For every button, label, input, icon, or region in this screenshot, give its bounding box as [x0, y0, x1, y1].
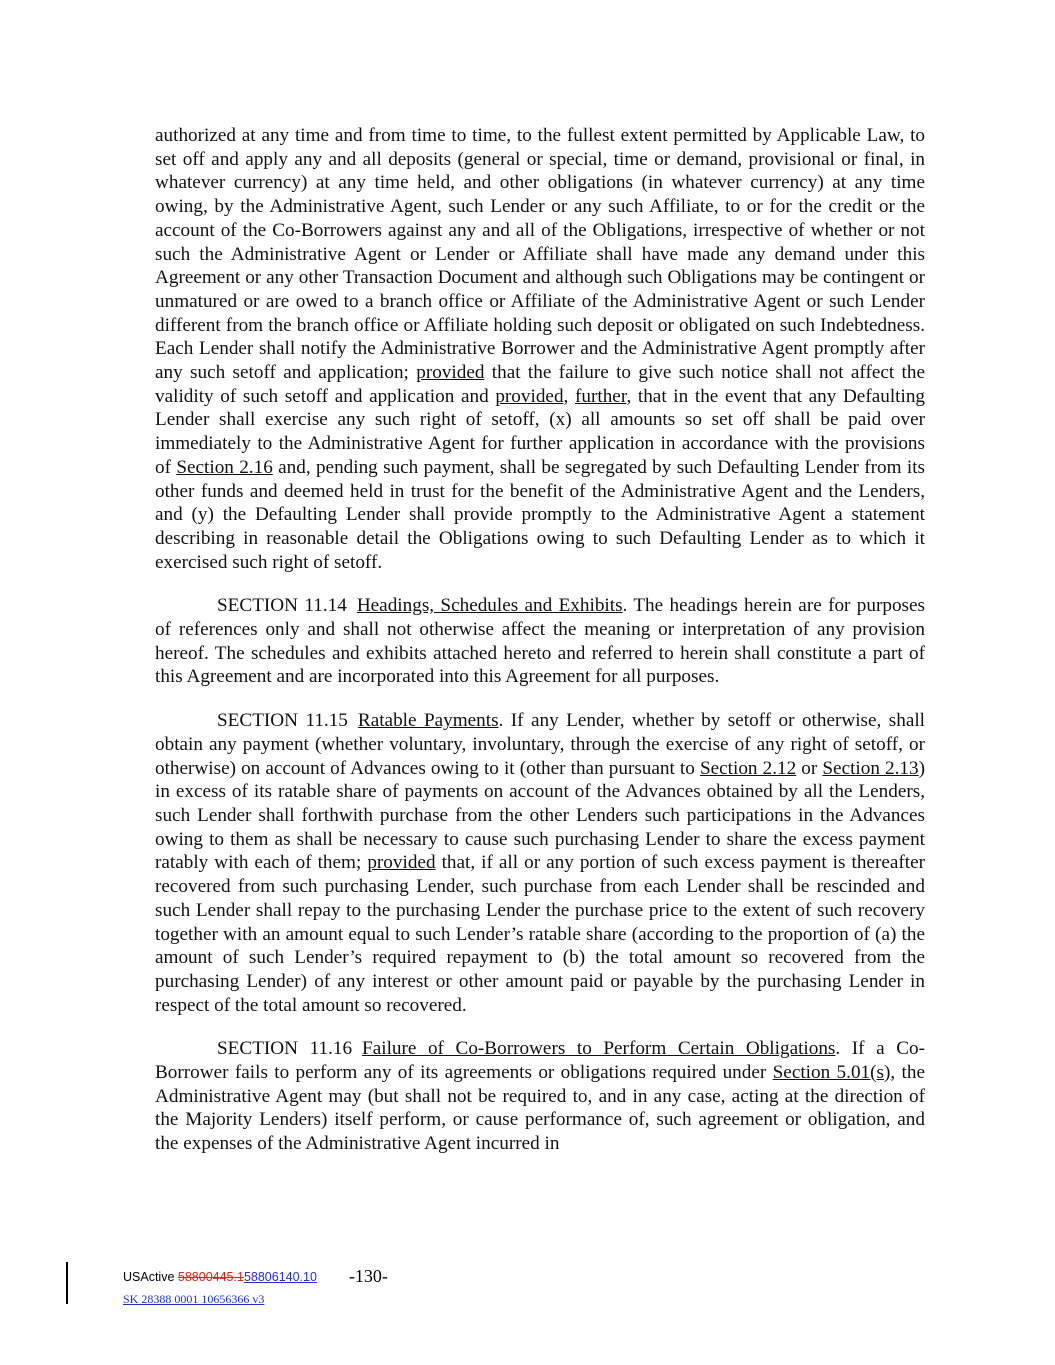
text-run: and, pending such payment, shall be segregated by such Defaulting Lender from its other funds and deemed held in trust for the benefit of the Administrative Agent and the Lenders, and (y) the Defaulting Lender shall provide promptly to the Administrative Agent a statement describing in reasonable detail the Obligations owing to such Defaulting Lender as to which it exercised such right of setoff.: [155, 456, 926, 573]
section-reference-5-01s: Section 5.01(s): [772, 1062, 891, 1084]
text-run: ,: [563, 385, 575, 407]
footer-prefix: USActive: [123, 1270, 178, 1284]
document-body: [155, 124, 925, 1176]
section-number: SECTION 11.15: [217, 710, 348, 732]
underlined-term-further: further: [575, 385, 627, 407]
section-number: SECTION 11.16: [217, 1038, 353, 1060]
text-run: , that in the event that any Defaulting Lender shall exercise any such right of setoff, (x) all amounts so set off shall be paid over immediately to the Administrative Agent for further application in accordance with the provisions of: [155, 385, 926, 478]
section-heading: Failure of Co-Borrowers to Perform Certain Obligations: [362, 1038, 836, 1060]
section-11-16: [155, 1037, 925, 1156]
section-number: SECTION 11.14: [217, 595, 347, 617]
text-run: that, if all or any portion of such excess payment is thereafter recovered from such purchasing Lender, such purchase from each Lender shall be rescinded and such Lender shall repay to the purchasing Lender the purchase price to the extent of such recovery together with an amount equal to such Lender’s ratable share (according to the proportion of (a) the amount of such Lender’s required repayment to (b) the total amount so recovered from the purchasing Lender) of any interest or other amount paid or payable by the purchasing Lender in respect of the total amount so recovered.: [155, 852, 925, 1016]
deleted-doc-number: 58800445.1: [177, 1270, 244, 1284]
text-run: . If a Co-Borrower fails to perform any of its agreements or obligations required under: [155, 1038, 925, 1084]
section-heading: Ratable Payments: [357, 710, 499, 732]
underlined-term-provided: provided: [367, 852, 436, 874]
text-run: . If any Lender, whether by setoff or otherwise, shall obtain any payment (whether voluntary, involuntary, through the exercise of any right of setoff, or otherwise) on account of Advances owing to it (other than pursuant to: [155, 710, 926, 779]
section-reference-2-13: Section 2.13: [822, 757, 919, 779]
footer-doc-id: SK 28388 0001 10656366 v3: [123, 1292, 265, 1306]
text-run: , the Administrative Agent may (but shall not be required to, and in any case, acting at the direction of the Majority Lenders) itself perform, or cause performance of, such agreement or obligation, and the expenses of the Administrative Agent incurred in: [155, 1062, 925, 1155]
section-reference-2-16: Section 2.16: [176, 456, 273, 478]
paragraph-setoff: [155, 124, 925, 574]
page-footer: [123, 1265, 388, 1307]
text-run: that the failure to give such notice shall not affect the validity of such setoff and application and: [155, 362, 926, 407]
inserted-doc-number: 58806140.10: [243, 1270, 317, 1284]
section-heading: Headings, Schedules and Exhibits: [356, 595, 623, 617]
text-run: ) in excess of its ratable share of payments on account of the Advances obtained by all the Lenders, such Lender shall forthwith purchase from the other Lenders such participations in the Advances owing to them as shall be necessary to cause such purchasing Lender to share the excess payment ratably with each of them;: [155, 757, 926, 874]
footer-doc-line: [123, 1265, 388, 1286]
text-run: or: [796, 757, 823, 779]
section-11-14: [155, 594, 925, 689]
page-number: -130-: [348, 1266, 388, 1286]
section-11-15: [155, 709, 925, 1017]
text-run: . The headings herein are for purposes of references only and shall not otherwise affect the meaning or interpretation of any provision hereof. The schedules and exhibits attached hereto and referred to herein shall constitute a part of this Agreement and are incorporated into this Agreement for all purposes.: [155, 595, 925, 688]
text-run: authorized at any time and from time to time, to the fullest extent permitted by Applicable Law, to set off and apply any and all deposits (general or special, time or demand, provisional or final, in whatever currency) at any time held, and other obligations (in whatever currency) at any time owing, by the Administrative Agent, such Lender or any such Affiliate, to or for the credit or the account of the Co-Borrowers against any and all of the Obligations, irrespective of whether or not such the Administrative Agent or Lender or Affiliate shall have made any demand under this Agreement or any other Transaction Document and although such Obligations may be contingent or unmatured or are owed to a branch office or Affiliate of the Administrative Agent or such Lender different from the branch office or Affiliate holding such deposit or obligated on such Indebtedness. Each Lender shall notify the Administrative Borrower and the Administrative Agent promptly after any such setoff and application;: [155, 125, 925, 384]
underlined-term-provided: provided: [416, 362, 485, 384]
revision-bar: [66, 1262, 68, 1304]
section-reference-2-12: Section 2.12: [699, 757, 797, 779]
underlined-term-provided: provided: [495, 385, 564, 407]
